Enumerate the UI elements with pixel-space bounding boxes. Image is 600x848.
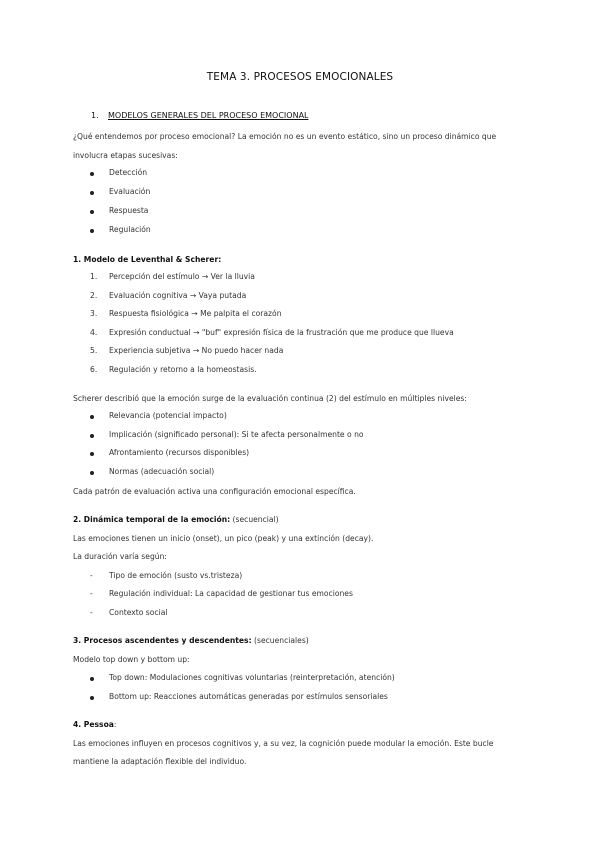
list-item: Top down: Modulaciones cognitivas voluntarias (reinterpretación, atención) (109, 673, 395, 682)
bullet-icon (90, 229, 94, 233)
list-item: Relevancia (potencial impacto) (109, 411, 227, 420)
procesos-line-1: Modelo top down y bottom up: (73, 655, 190, 664)
list-item: Bottom up: Reacciones automáticas generadas por estímulos sensoriales (109, 692, 388, 701)
dinamica-line-1: Las emociones tienen un inicio (onset), un pico (peak) y una extinción (decay). (73, 534, 374, 543)
closing-line: Cada patrón de evaluación activa una configuración emocional específica. (73, 487, 356, 496)
subheading-text: 3. Procesos ascendentes y descendentes: (73, 636, 252, 645)
scherer-intro: Scherer describió que la emoción surge de la evaluación continua (2) del estímulo en múltiples niveles: (73, 394, 467, 403)
subheading-suffix: (secuenciales) (251, 636, 309, 645)
bullet-icon (90, 191, 94, 195)
intro-line-1: ¿Qué entendemos por proceso emocional? La emoción no es un evento estático, sino un proceso dinámico que (73, 132, 497, 141)
list-item: Implicación (significado personal): Si te afecta personalmente o no (109, 430, 364, 439)
list-item: Expresión conductual → "buf" expresión física de la frustración que me produce que llueva (109, 328, 454, 337)
bullet-icon (90, 172, 94, 176)
list-item: Contexto social (109, 608, 168, 617)
subheading-suffix: : (113, 720, 117, 729)
bullet-icon (90, 434, 94, 438)
list-item: Tipo de emoción (susto vs.tristeza) (109, 571, 243, 580)
bullet-icon (90, 677, 94, 681)
dash-icon: - (90, 571, 93, 580)
bullet-icon (90, 696, 94, 700)
section-title: MODELOS GENERALES DEL PROCESO EMOCIONAL (108, 111, 309, 120)
list-item: Regulación y retorno a la homeostasis. (109, 365, 257, 374)
step-number: 1. (90, 272, 98, 281)
list-item: Percepción del estímulo → Ver la lluvia (109, 272, 255, 281)
list-item: Detección (109, 168, 148, 177)
step-number: 3. (90, 309, 98, 318)
section-heading-1 (91, 111, 309, 120)
bullet-icon (90, 452, 94, 456)
subheading-procesos (73, 636, 309, 645)
list-item: Regulación individual: La capacidad de gestionar tus emociones (109, 589, 353, 598)
list-item: Afrontamiento (recursos disponibles) (109, 448, 250, 457)
pessoa-line-1: Las emociones influyen en procesos cognitivos y, a su vez, la cognición puede modular la emoción. Este bucle (73, 739, 494, 748)
subheading-pessoa (73, 720, 116, 729)
list-item: Normas (adecuación social) (109, 467, 215, 476)
section-number: 1. (91, 111, 99, 120)
list-item: Experiencia subjetiva → No puedo hacer nada (109, 346, 284, 355)
list-item: Respuesta (109, 206, 149, 215)
dash-icon: - (90, 608, 93, 617)
step-number: 2. (90, 291, 98, 300)
intro-line-2: involucra etapas sucesivas: (73, 151, 178, 160)
list-item: Evaluación (109, 187, 151, 196)
pessoa-line-2: mantiene la adaptación flexible del individuo. (73, 757, 247, 766)
step-number: 4. (90, 328, 98, 337)
subheading-text: 2. Dinámica temporal de la emoción: (73, 515, 231, 524)
bullet-icon (90, 471, 94, 475)
list-item: Respuesta fisiológica → Me palpita el corazón (109, 309, 282, 318)
list-item: Regulación (109, 225, 151, 234)
step-number: 5. (90, 346, 98, 355)
subheading-suffix: (secuencial) (230, 515, 279, 524)
subheading-leventhal: 1. Modelo de Leventhal & Scherer: (73, 255, 222, 264)
dinamica-line-2: La duración varía según: (73, 552, 167, 561)
subheading-dinamica (73, 515, 279, 524)
bullet-icon (90, 210, 94, 214)
list-item: Evaluación cognitiva → Vaya putada (109, 291, 247, 300)
step-number: 6. (90, 365, 98, 374)
dash-icon: - (90, 589, 93, 598)
page-title: TEMA 3. PROCESOS EMOCIONALES (206, 71, 394, 83)
subheading-text: 4. Pessoa (73, 720, 114, 729)
bullet-icon (90, 415, 94, 419)
